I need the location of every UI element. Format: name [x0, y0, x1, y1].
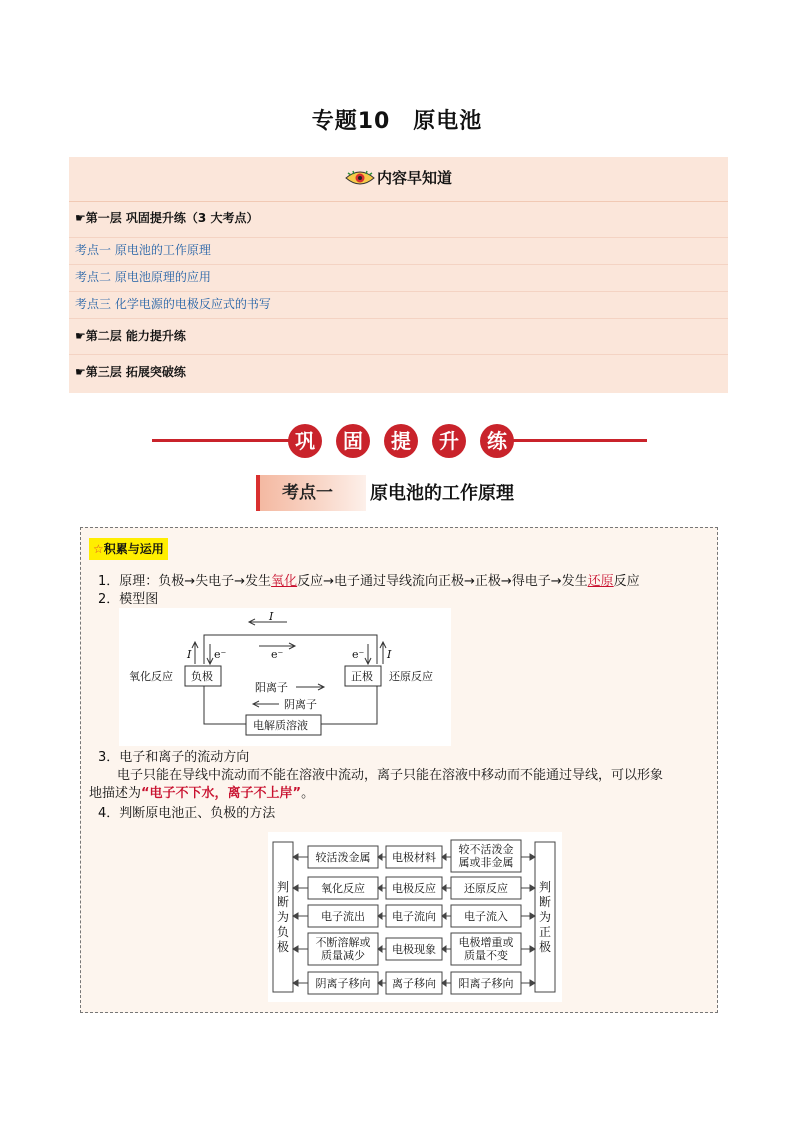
toc-level-1[interactable]: ☛第一层 巩固提升练（3 大考点） — [75, 211, 259, 225]
text: 反应 — [613, 574, 640, 589]
cell-criterion-material: 电极材料 — [392, 850, 436, 864]
badge-label: 积累与运用 — [103, 542, 164, 556]
highlight-phrase: “电子不下水，离子不上岸” — [141, 786, 302, 801]
electrolyte-label: 电解质溶液 — [253, 719, 308, 732]
current-label-right: I — [387, 648, 392, 661]
principle-line — [98, 574, 640, 590]
consolidation-banner — [288, 424, 514, 458]
cell-pos-ion: 阳离子移向 — [458, 976, 514, 990]
cation-label: 阳离子 — [255, 681, 288, 694]
knowledge-badge — [89, 538, 168, 560]
model-heading: 2．模型图 — [98, 592, 159, 607]
flow-heading: 3．电子和离子的流动方向 — [98, 750, 250, 765]
flow-text-line2 — [89, 786, 314, 802]
cell-pos-material: 较不活泼金属或非金属 — [458, 843, 514, 869]
cell-neg-phenomenon: 不断溶解或质量减少 — [315, 936, 371, 962]
toc-item-3[interactable]: 考点三 化学电源的电极反应式的书写 — [75, 297, 271, 311]
cell-criterion-reaction: 电极反应 — [392, 881, 436, 895]
toc-item-1[interactable]: 考点一 原电池的工作原理 — [75, 243, 211, 257]
toc-level-2[interactable]: ☛第二层 能力提升练 — [75, 329, 186, 343]
cell-neg-ion: 阴离子移向 — [315, 976, 371, 990]
banner-right-line — [510, 439, 647, 442]
negative-judgement-label: 判断为负极 — [276, 879, 289, 954]
eye-icon — [345, 170, 375, 186]
banner-char: 升 — [432, 424, 466, 458]
cell-criterion-electron: 电子流向 — [392, 909, 436, 923]
section-tag: 考点一 — [256, 475, 366, 511]
oxidation-label: 氧化反应 — [129, 670, 173, 683]
banner-left-line — [152, 439, 292, 442]
electron-label-top: e⁻ — [271, 648, 284, 661]
flow-text-line1: 电子只能在导线中流动而不能在溶液中流动，离子只能在溶液中移动而不能通过导线，可以形象 — [117, 768, 664, 783]
page-title: 专题10 原电池 — [311, 109, 483, 134]
highlight-reduction: 还原 — [587, 574, 614, 589]
anion-label: 阴离子 — [284, 698, 317, 711]
electron-label-left: e⁻ — [214, 648, 227, 661]
current-label-top: I — [269, 610, 274, 623]
cell-pos-reaction: 还原反应 — [464, 881, 508, 895]
text: 。 — [301, 786, 315, 801]
text: 1．原理：负极→失电子→发生 — [98, 574, 272, 589]
text: 反应→电子通过导线流向正极→正极→得电子→发生 — [297, 574, 588, 589]
contents-header — [69, 157, 728, 202]
cell-neg-electron: 电子流出 — [321, 909, 365, 923]
reduction-label: 还原反应 — [389, 670, 433, 683]
star-icon: ☆ — [93, 542, 104, 556]
highlight-oxidation: 氧化 — [271, 574, 298, 589]
negative-electrode-label: 负极 — [191, 670, 213, 683]
banner-char: 提 — [384, 424, 418, 458]
banner-char: 固 — [336, 424, 370, 458]
contents-box — [69, 157, 728, 393]
contents-header-label: 内容早知道 — [376, 169, 452, 187]
electron-label-right: e⁻ — [352, 648, 365, 661]
banner-char: 练 — [480, 424, 514, 458]
cell-neg-reaction: 氧化反应 — [321, 881, 365, 895]
model-diagram — [119, 608, 451, 746]
cell-pos-electron: 电子流入 — [464, 909, 508, 923]
cell-criterion-ion: 离子移向 — [392, 976, 436, 990]
cell-pos-phenomenon: 电极增重或质量不变 — [458, 936, 514, 962]
toc-item-2[interactable]: 考点二 原电池原理的应用 — [75, 270, 211, 284]
banner-char: 巩 — [288, 424, 322, 458]
cell-neg-material: 较活泼金属 — [315, 850, 371, 864]
cell-criterion-phenomenon: 电极现象 — [392, 942, 436, 956]
knowledge-box — [80, 527, 718, 1013]
toc-level-3[interactable]: ☛第三层 拓展突破练 — [75, 365, 186, 379]
text: 地描述为 — [89, 786, 142, 801]
current-label-left: I — [187, 648, 192, 661]
positive-judgement-label: 判断为正极 — [538, 879, 551, 954]
judge-heading: 4．判断原电池正、负极的方法 — [98, 806, 276, 821]
positive-electrode-label: 正极 — [351, 670, 373, 683]
section-title: 原电池的工作原理 — [370, 483, 514, 504]
judge-diagram — [268, 832, 562, 1002]
